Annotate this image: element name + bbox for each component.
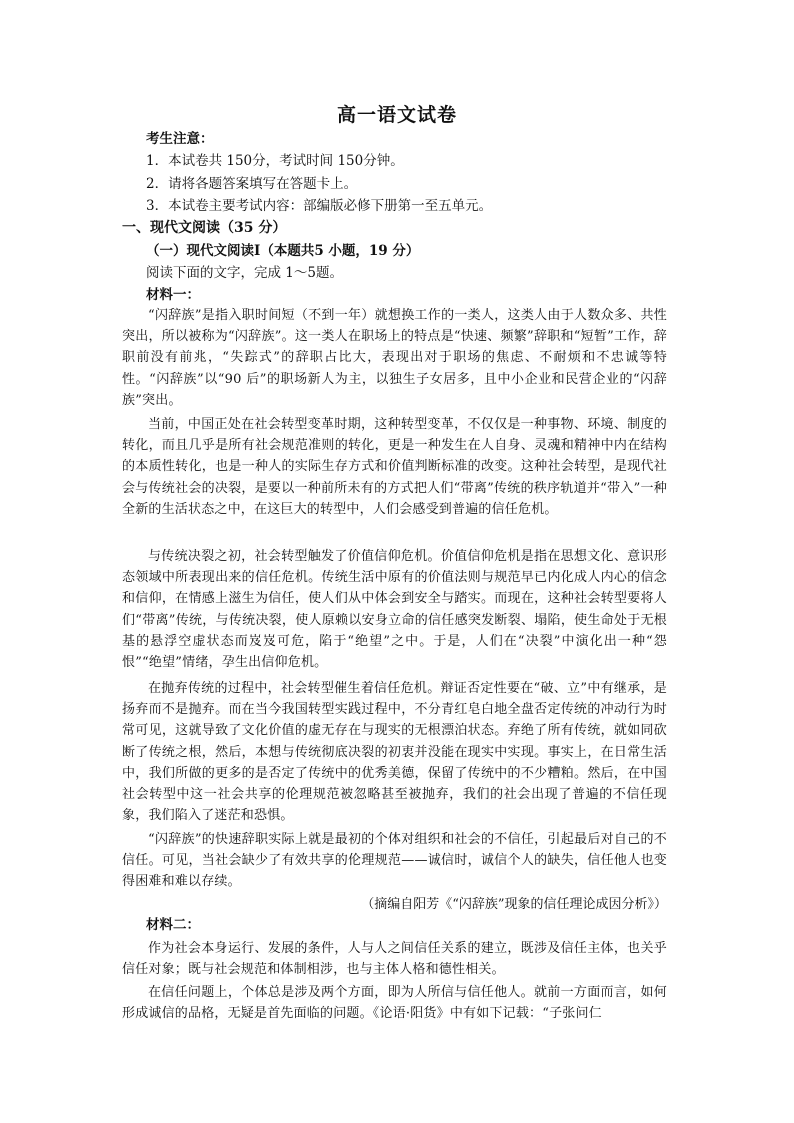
material-1-label: 材料一： bbox=[146, 287, 200, 303]
citation: （摘编自阳芳《“闪辞族”现象的信任理论成因分析》） bbox=[361, 897, 667, 912]
section-heading: 一、现代文阅读（35 分） bbox=[122, 220, 287, 236]
material-2-paragraph: 在信任问题上，个体总是涉及两个方面，即为人所信与信任他人。就前一方面而言，如何形成诚信的品格，无疑是首先面临的问题。《论语·阳货》中有如下记载：“子张问仁 bbox=[122, 985, 667, 1022]
material-1-paragraph: “闪辞族”是指入职时间短（不到一年）就想换工作的一类人，这类人由于人数众多、共性突出，所以被称为“闪辞族”。这一类人在职场上的特点是“快速、频繁”辞职和“短暂”工作，辞职前没有前兆，“失踪式”的辞职占比大，表现出对于职场的焦虑、不耐烦和不忠诚等特性。“闪辞族”以“90 后”的职场新人为主，以独生子女居多，且中小企业和民营企业的“闪辞族”突出。 bbox=[122, 308, 667, 408]
notice-item-3: 3．本试卷主要考试内容：部编版必修下册第一至五单元。 bbox=[146, 198, 493, 214]
reading-instruction: 阅读下面的文字，完成 1～5题。 bbox=[146, 265, 343, 281]
material-2-label: 材料二： bbox=[146, 917, 200, 933]
material-1-paragraph: 当前，中国正处在社会转型变革时期，这种转型变革，不仅仅是一种事物、环境、制度的转化，而且几乎是所有社会规范准则的转化，更是一种发生在人自身、灵魂和精神中内在结构的本质性转化，也是一种人的实际生存方式和价值判断标准的改变。这种社会转型，是现代社会与传统社会的决裂，是要以一种前所未有的方式把人们“带离”传统的秩序轨道并“带入”一种全新的生活状态之中，在这巨大的转型中，人们会感受到普遍的信任危机。 bbox=[122, 417, 667, 517]
notice-item-1: 1．本试卷共 150分，考试时间 150分钟。 bbox=[146, 153, 404, 169]
notice-heading: 考生注意： bbox=[146, 131, 214, 147]
material-2-paragraph: 作为社会本身运行、发展的条件，人与人之间信任关系的建立，既涉及信任主体，也关乎信任对象；既与社会规范和体制相涉，也与主体人格和德性相关。 bbox=[122, 941, 667, 978]
subsection-heading: （一）现代文阅读Ⅰ（本题共5 小题，19 分） bbox=[146, 243, 420, 259]
material-1-paragraph: 在抛弃传统的过程中，社会转型催生着信任危机。辩证否定性要在“破、立”中有继承，是扬弃而不是抛弃。而在当今我国转型实践过程中，不分青红皂白地全盘否定传统的冲动行为时常可见，这就导致了文化价值的虚无存在与现实的无根漂泊状态。弃绝了所有传统，就如同砍断了传统之根，然后，本想与传统彻底决裂的初衷并没能在现实中实现。事实上，在日常生活中，我们所做的更多的是否定了传统中的优秀美德，保留了传统中的不少糟粕。然后，在中国社会转型中这一社会共享的伦理规范被忽略甚至被抛弃，我们的社会出现了普遍的不信任现象，我们陷入了迷茫和恐惧。 bbox=[122, 681, 667, 824]
material-1-paragraph: “闪辞族”的快速辞职实际上就是最初的个体对组织和社会的不信任，引起最后对自己的不信任。可见，当社会缺少了有效共享的伦理规范——诚信时，诚信个人的缺失，信任他人也变得困难和难以存续。 bbox=[122, 832, 667, 890]
notice-item-2: 2．请将各题答案填写在答题卡上。 bbox=[146, 176, 358, 192]
material-1-paragraph: 与传统决裂之初，社会转型触发了价值信仰危机。价值信仰危机是指在思想文化、意识形态领域中所表现出来的信任危机。传统生活中原有的价值法则与规范早已内化成人内心的信念和信仰，在情感上滋生为信任，使人们从中体会到安全与踏实。而现在，这种社会转型要将人们“带离”传统，与传统决裂，使人原赖以安身立命的信任感突发断裂、塌陷，使生命处于无根基的悬浮空虚状态而岌岌可危，陷于“绝望”之中。于是，人们在“决裂”中演化出一种“怨恨”“绝望”情绪，孕生出信仰危机。 bbox=[122, 549, 667, 671]
page-title: 高一语文试卷 bbox=[336, 104, 457, 126]
